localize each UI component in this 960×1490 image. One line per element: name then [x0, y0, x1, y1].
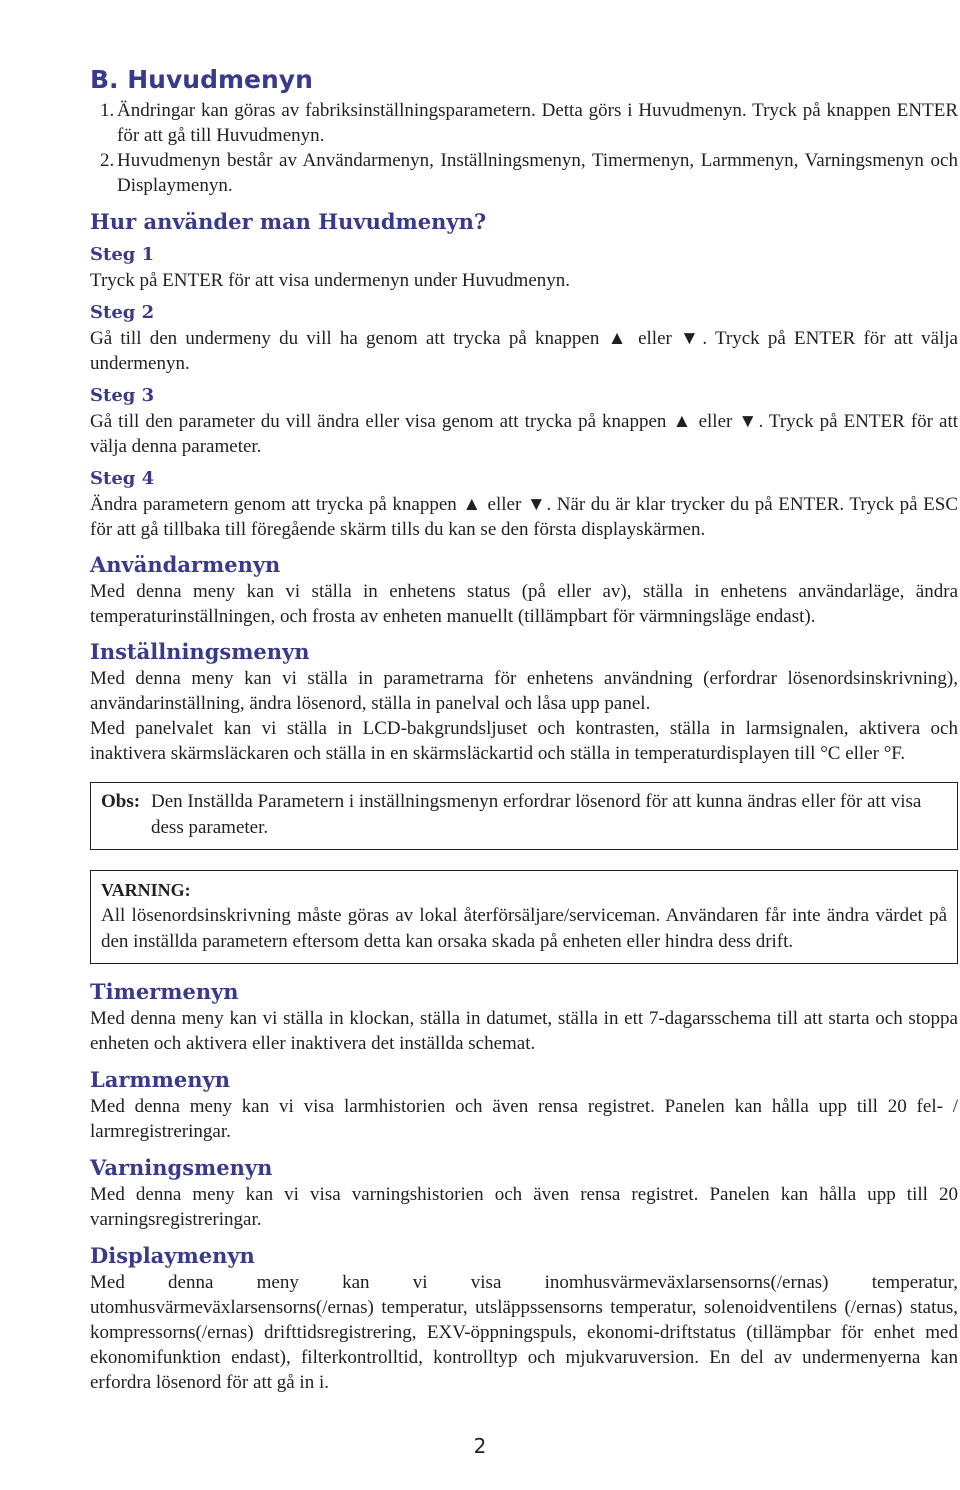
step-3-text: Gå till den parameter du vill ändra eller visa genom att trycka på knappen ▲ eller ▼. Tryck på ENTER för att välja denna parameter.: [90, 411, 958, 457]
anvandarmenyn-heading: Användarmenyn: [90, 552, 281, 577]
displaymenyn-heading: Displaymenyn: [90, 1243, 255, 1268]
list-item: [90, 98, 958, 148]
list-item-text: Huvudmenyn består av Användarmenyn, Inställningsmenyn, Timermenyn, Larmmenyn, Varningsmenyn och Displaymenyn.: [117, 150, 958, 196]
page-number: 2: [473, 1434, 487, 1458]
timermenyn-text: Med denna meny kan vi ställa in klockan, ställa in datumet, ställa in ett 7-dagarsschema till att starta och stoppa enheten och aktivera eller inaktivera det inställda schemat.: [90, 1008, 958, 1054]
timermenyn-heading: Timermenyn: [90, 979, 239, 1004]
larmmenyn-text: Med denna meny kan vi visa larmhistorien och även rensa registret. Panelen kan hålla upp till 20 fel- / larmregistreringar.: [90, 1096, 958, 1142]
warning-text: All lösenordsinskrivning måste göras av lokal återförsäljare/serviceman. Användaren får inte ändra värdet på den inställda parametern eftersom detta kan orsaka skada på enheten eller hindra dess drift.: [101, 905, 947, 952]
warning-label: VARNING:: [101, 880, 191, 900]
document-page: [90, 62, 958, 1395]
displaymenyn-text: Med denna meny kan vi visa inomhusvärmeväxlarsensorns(/ernas) temperatur, utomhusvärmeväxlarsensorns(/ernas) temperatur, utsläppssensorns temperatur, solenoidventilens (/ernas) status, kompressorns(/ernas) drifttidsregistrering, EXV-öppningspuls, ekonomi-driftstatus (tillämpbar för enhet med ekonomifunktion endast), filterkontrolltid, kontrolltyp och mjukvaruversion. En del av undermenyerna kan erfordra lösenord för att gå in i.: [90, 1272, 958, 1393]
step-2-label: Steg 2: [90, 302, 155, 323]
anvandarmenyn-text: Med denna meny kan vi ställa in enhetens status (på eller av), ställa in enhetens användarläge, ändra temperaturinställningen, och frosta av enheten manuellt (tillämpbart för värmningsläge endast).: [90, 581, 958, 627]
step-3-label: Steg 3: [90, 385, 155, 406]
obs-note: [101, 789, 947, 841]
installningsmenyn-heading: Inställningsmenyn: [90, 639, 310, 664]
obs-text: Den Inställda Parametern i inställningsmenyn erfordrar lösenord för att kunna ändras eller för att visa dess parameter.: [151, 791, 922, 838]
varningsmenyn-text: Med denna meny kan vi visa varningshistorien och även rensa registret. Panelen kan hålla upp till 20 varningsregistreringar.: [90, 1184, 958, 1230]
step-1-text: Tryck på ENTER för att visa undermenyn under Huvudmenyn.: [90, 270, 571, 291]
list-item: [90, 148, 958, 198]
step-4-label: Steg 4: [90, 468, 155, 489]
installningsmenyn-text-1: Med denna meny kan vi ställa in parametrarna för enhetens användning (erfordrar lösenordsinskrivning), användarinställning, ändra lösenord, ställa in panelval och låsa upp panel.: [90, 668, 958, 714]
step-2-text: Gå till den undermeny du vill ha genom att trycka på knappen ▲ eller ▼. Tryck på ENTER för att välja undermenyn.: [90, 328, 958, 374]
obs-label: Obs:: [101, 791, 141, 812]
step-1-label: Steg 1: [90, 244, 155, 265]
intro-list: [90, 98, 958, 198]
step-4-text: Ändra parametern genom att trycka på knappen ▲ eller ▼. När du är klar trycker du på ENTER. Tryck på ESC för att gå tillbaka till föregående skärm tills du kan se den första displayskärmen.: [90, 494, 958, 540]
varningsmenyn-heading: Varningsmenyn: [90, 1155, 273, 1180]
installningsmenyn-text-2: Med panelvalet kan vi ställa in LCD-bakgrundsljuset och kontrasten, ställa in larmsignalen, aktivera och inaktivera skärmsläckaren och ställa in en skärmsläckartid och ställa in temperaturdisplayen till °C eller °F.: [90, 718, 958, 764]
larmmenyn-heading: Larmmenyn: [90, 1067, 230, 1092]
list-item-text: Ändringar kan göras av fabriksinställningsparametern. Detta görs i Huvudmenyn. Tryck på knappen ENTER för att gå till Huvudmenyn.: [117, 100, 958, 146]
obs-note-box: [90, 782, 958, 850]
section-title: B. Huvudmenyn: [90, 65, 313, 94]
list-item-number: 1.: [100, 100, 115, 121]
howto-heading: Hur använder man Huvudmenyn?: [90, 209, 487, 234]
list-item-number: 2.: [100, 150, 115, 171]
warning-box: [90, 870, 958, 964]
